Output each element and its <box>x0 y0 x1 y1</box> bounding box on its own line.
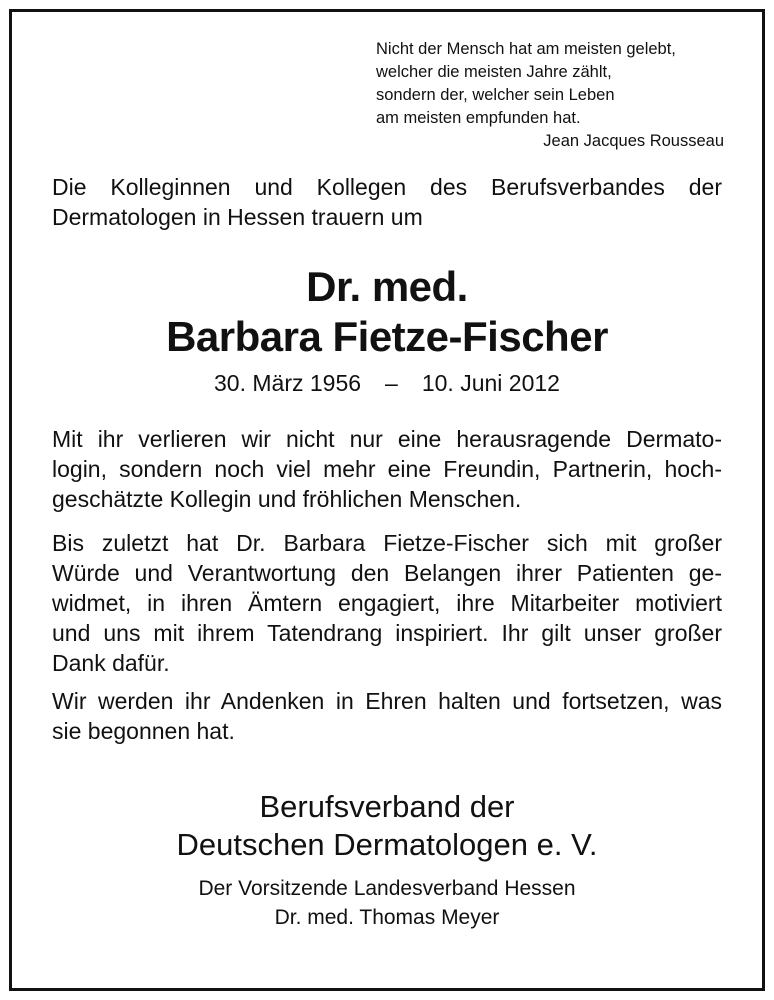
quote-line: sondern der, welcher sein Leben <box>376 86 615 104</box>
intro-text <box>52 172 722 232</box>
deceased-title: Dr. med. <box>306 263 468 310</box>
signatory <box>0 874 774 932</box>
tribute-paragraph-1 <box>52 424 722 514</box>
signer-name: Dr. med. Thomas Meyer <box>274 906 500 929</box>
date-separator: – <box>385 370 398 396</box>
intro-line: Die Kolleginnen und Kollegen des Berufsverbandes der <box>52 174 722 200</box>
deceased-name-heading <box>0 262 774 362</box>
paragraph-line: und uns mit ihrem Tatendrang inspiriert. Ihr gilt unser großer <box>52 620 722 646</box>
paragraph-line: Mit ihr verlieren wir nicht nur eine herausragende Dermato- <box>52 426 722 452</box>
tribute-paragraph-3 <box>52 686 722 746</box>
death-date: 10. Juni 2012 <box>421 370 560 396</box>
quote-author: Jean Jacques Rousseau <box>543 132 724 150</box>
quote-line: am meisten empfunden hat. <box>376 109 581 127</box>
organization-line: Deutschen Dermatologen e. V. <box>176 827 598 862</box>
intro-line: Dermatologen in Hessen trauern um <box>52 204 423 230</box>
paragraph-line: sie begonnen hat. <box>52 718 235 744</box>
paragraph-line: login, sondern noch viel mehr eine Freundin, Partnerin, hoch- <box>52 456 722 482</box>
paragraph-line: geschätzte Kollegin und fröhlichen Menschen. <box>52 486 522 512</box>
birth-date: 30. März 1956 <box>214 370 362 396</box>
paragraph-line: widmet, in ihren Ämtern engagiert, ihre Mitarbeiter motiviert <box>52 590 722 616</box>
signer-role: Der Vorsitzende Landesverband Hessen <box>198 877 576 900</box>
paragraph-line: Wir werden ihr Andenken in Ehren halten und fortsetzen, was <box>52 688 722 714</box>
paragraph-line: Dank dafür. <box>52 650 170 676</box>
tribute-paragraph-2 <box>52 528 722 678</box>
deceased-name: Barbara Fietze-Fischer <box>166 313 608 360</box>
paragraph-line: Bis zuletzt hat Dr. Barbara Fietze-Fischer sich mit großer <box>52 530 722 556</box>
epigraph-quote <box>376 38 724 153</box>
quote-line: Nicht der Mensch hat am meisten gelebt, <box>376 40 676 58</box>
paragraph-line: Würde und Verantwortung den Belangen ihrer Patienten ge- <box>52 560 722 586</box>
organization-line: Berufsverband der <box>259 789 515 824</box>
organization-name <box>0 788 774 864</box>
life-dates <box>0 368 774 398</box>
quote-line: welcher die meisten Jahre zählt, <box>376 63 612 81</box>
